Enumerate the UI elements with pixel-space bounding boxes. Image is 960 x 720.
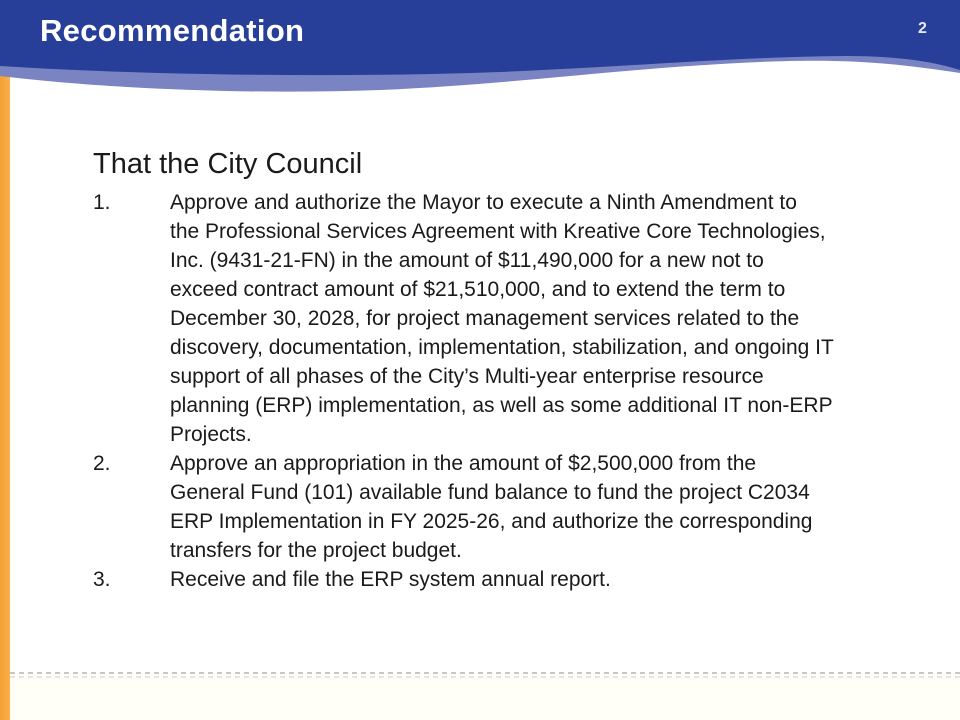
list-item-text xyxy=(170,188,923,449)
list-item-line: General Fund (101) available fund balance to fund the project C2034 xyxy=(170,481,810,504)
list-item-number: 1. xyxy=(93,191,111,214)
list-item xyxy=(93,565,923,594)
list-item-line: support of all phases of the City’s Multi-year enterprise resource xyxy=(170,365,764,388)
slide-body xyxy=(93,147,923,594)
body-heading: That the City Council xyxy=(93,148,363,180)
list-item-line: Approve an appropriation in the amount of $2,500,000 from the xyxy=(170,452,757,475)
slide-title: Recommendation xyxy=(40,13,305,48)
list-item-line: Approve and authorize the Mayor to execute a Ninth Amendment to xyxy=(170,191,797,214)
list-item-line: ERP Implementation in FY 2025-26, and authorize the corresponding xyxy=(170,510,813,533)
list-item-text xyxy=(170,565,923,594)
left-accent-stripe xyxy=(0,0,10,720)
footer-area xyxy=(10,674,960,720)
list-item-line: discovery, documentation, implementation, stabilization, and ongoing IT xyxy=(170,336,834,359)
list-item-line: the Professional Services Agreement with Kreative Core Technologies, xyxy=(170,220,826,243)
list-item-line: planning (ERP) implementation, as well as some additional IT non-ERP xyxy=(170,394,833,417)
list-item-line: December 30, 2028, for project management services related to the xyxy=(170,307,800,330)
list-item xyxy=(93,449,923,565)
recommendation-list xyxy=(93,188,923,594)
list-item-line: Projects. xyxy=(170,423,252,446)
list-item-number: 3. xyxy=(93,568,111,591)
list-item-line: exceed contract amount of $21,510,000, and to extend the term to xyxy=(170,278,786,301)
list-item-line: Inc. (9431-21-FN) in the amount of $11,490,000 for a new not to xyxy=(170,249,764,272)
page-number: 2 xyxy=(918,20,927,37)
list-item-line: Receive and file the ERP system annual report. xyxy=(170,568,611,591)
footer-dotted-line-shadow xyxy=(10,676,960,678)
list-item-number: 2. xyxy=(93,452,111,475)
list-item xyxy=(93,188,923,449)
list-item-text xyxy=(170,449,923,565)
list-item-line: transfers for the project budget. xyxy=(170,539,462,562)
footer-dotted-line xyxy=(10,672,960,674)
